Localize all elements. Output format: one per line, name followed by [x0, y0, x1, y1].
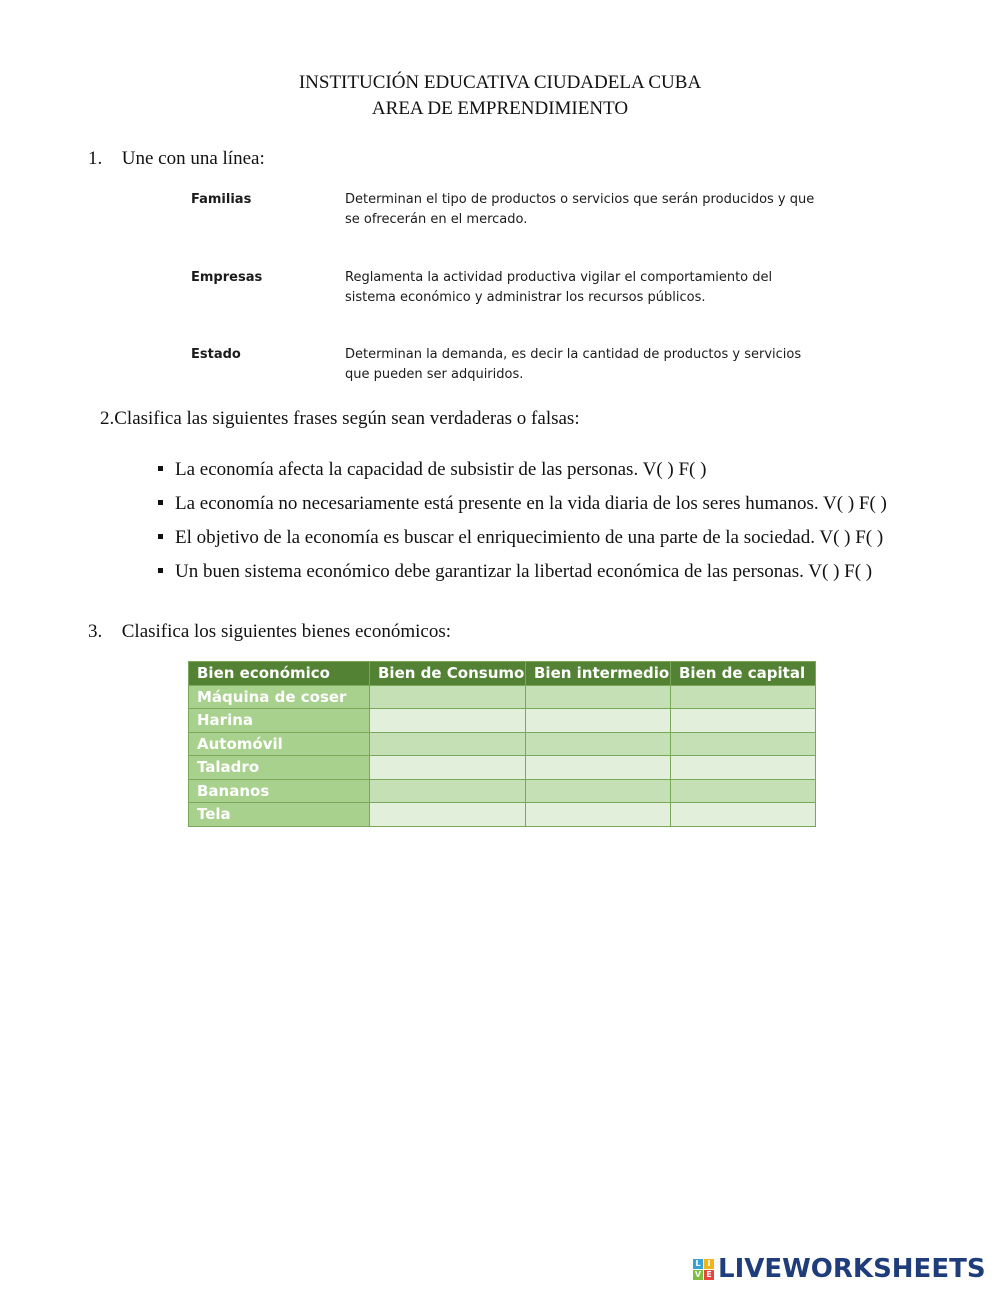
- table-row: [189, 779, 816, 803]
- institution-title: INSTITUCIÓN EDUCATIVA CIUDADELA CUBA: [298, 72, 702, 93]
- question-1-number: 1.: [88, 148, 103, 169]
- answer-cell[interactable]: [526, 803, 671, 827]
- table-header-row: [189, 662, 816, 686]
- match-right-2[interactable]: Reglamenta la actividad productiva vigilar el comportamiento del sistema económico y administrar los recursos públicos.: [345, 270, 773, 305]
- logo-text: LIVEWORKSHEETS: [718, 1254, 986, 1284]
- statement-4-text: Un buen sistema económico debe garantizar la libertad económica de las personas. V( ) F( ): [175, 561, 873, 582]
- question-3-number: 3.: [88, 621, 103, 642]
- logo-letter-i: I: [704, 1259, 714, 1269]
- row-label: Bananos: [189, 779, 370, 803]
- answer-cell[interactable]: [671, 709, 816, 733]
- answer-cell[interactable]: [370, 756, 526, 780]
- statement-2: [158, 493, 887, 515]
- answer-cell[interactable]: [671, 685, 816, 709]
- statement-3-text: El objetivo de la economía es buscar el enriquecimiento de una parte de la sociedad. V( ) F( ): [175, 527, 884, 548]
- column-header-bien-intermedio: Bien intermedio: [526, 662, 671, 686]
- match-left-estado[interactable]: Estado: [191, 347, 241, 362]
- column-header-bien-de-capital: Bien de capital: [671, 662, 816, 686]
- question-3: [88, 621, 451, 643]
- question-2: [100, 408, 580, 430]
- answer-cell[interactable]: [671, 803, 816, 827]
- column-header-bien-economico: Bien económico: [189, 662, 370, 686]
- answer-cell[interactable]: [526, 732, 671, 756]
- bullet-square-icon: [158, 466, 163, 471]
- question-1-prompt: Une con una línea:: [121, 148, 265, 169]
- answer-cell[interactable]: [671, 732, 816, 756]
- question-3-prompt: Clasifica los siguientes bienes económicos:: [121, 621, 452, 642]
- answer-cell[interactable]: [526, 779, 671, 803]
- table-row: [189, 732, 816, 756]
- answer-cell[interactable]: [370, 779, 526, 803]
- row-label: Harina: [189, 709, 370, 733]
- answer-cell[interactable]: [526, 685, 671, 709]
- row-label: Automóvil: [189, 732, 370, 756]
- match-right-3[interactable]: Determinan la demanda, es decir la cantidad de productos y servicios que pueden ser adquiridos.: [345, 347, 802, 382]
- logo-letter-e: E: [704, 1270, 714, 1280]
- area-title: AREA DE EMPRENDIMIENTO: [371, 98, 629, 119]
- question-2-number: 2.: [100, 408, 115, 429]
- answer-cell[interactable]: [370, 803, 526, 827]
- answer-cell[interactable]: [526, 756, 671, 780]
- row-label: Tela: [189, 803, 370, 827]
- statement-3: [158, 527, 883, 549]
- table-row: [189, 803, 816, 827]
- match-left-empresas[interactable]: Empresas: [191, 270, 263, 285]
- answer-cell[interactable]: [370, 732, 526, 756]
- table-row: [189, 709, 816, 733]
- statement-1: [158, 459, 706, 481]
- statement-1-text: La economía afecta la capacidad de subsistir de las personas. V( ) F( ): [175, 459, 707, 480]
- column-header-bien-de-consumo: Bien de Consumo: [370, 662, 526, 686]
- question-1: [88, 148, 265, 170]
- answer-cell[interactable]: [370, 709, 526, 733]
- match-left-familias[interactable]: Familias: [191, 192, 252, 207]
- table-row: [189, 685, 816, 709]
- statement-4: [158, 561, 872, 583]
- answer-cell[interactable]: [671, 779, 816, 803]
- row-label: Máquina de coser: [189, 685, 370, 709]
- bullet-square-icon: [158, 568, 163, 573]
- logo-letter-v: V: [694, 1269, 702, 1279]
- match-right-1[interactable]: Determinan el tipo de productos o servicios que serán producidos y que se ofrecerán en el mercado.: [345, 192, 815, 227]
- question-2-prompt: Clasifica las siguientes frases según sean verdaderas o falsas:: [114, 408, 580, 429]
- answer-cell[interactable]: [526, 709, 671, 733]
- liveworksheets-logo: [693, 1254, 986, 1284]
- statement-2-text: La economía no necesariamente está presente en la vida diaria de los seres humanos. V( ) F( ): [175, 493, 887, 514]
- liveworksheets-logo-icon: [693, 1259, 714, 1280]
- document-header: [0, 70, 1000, 122]
- bullet-square-icon: [158, 500, 163, 505]
- goods-classification-table: [188, 661, 816, 827]
- row-label: Taladro: [189, 756, 370, 780]
- logo-letter-l: L: [693, 1259, 703, 1269]
- bullet-square-icon: [158, 534, 163, 539]
- answer-cell[interactable]: [370, 685, 526, 709]
- answer-cell[interactable]: [671, 756, 816, 780]
- table-row: [189, 756, 816, 780]
